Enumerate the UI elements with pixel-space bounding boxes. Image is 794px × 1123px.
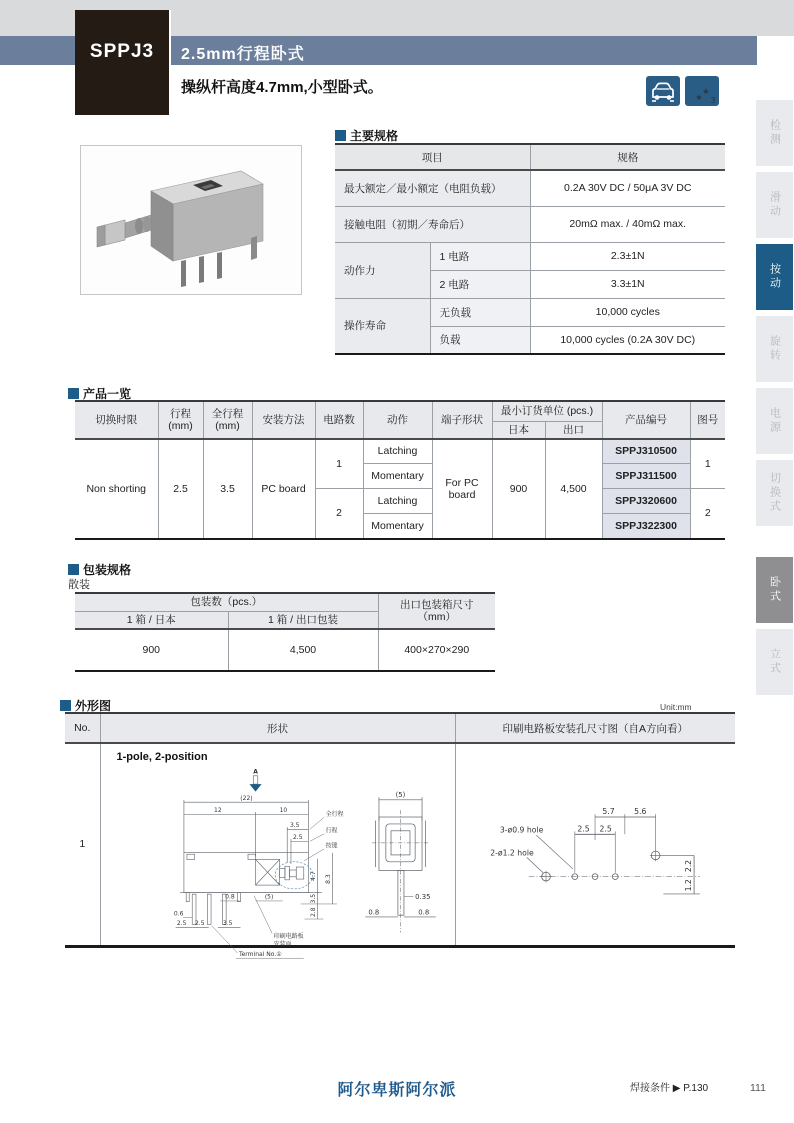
pack-qty-japan: 900	[75, 629, 228, 671]
feature-badges	[646, 76, 719, 106]
travel-label: 行程	[325, 827, 338, 835]
col-full-travel	[203, 401, 252, 439]
dim: (5)	[264, 893, 273, 901]
spec-contact-resistance-label: 接触电阻（初期／寿命后）	[335, 206, 530, 242]
pack-qty-header: 包装数（pcs.）	[75, 593, 378, 611]
end-view-drawing	[353, 786, 448, 954]
small-hole-label: 3-ø0.9 hole	[499, 825, 543, 835]
section-marker-icon	[68, 564, 79, 575]
dim: 3.5	[289, 822, 300, 830]
dim: 0.8	[224, 893, 235, 901]
pack-box-header	[378, 593, 495, 629]
full-travel-label: 全行程	[325, 810, 344, 818]
sidebar-tab-vertical[interactable]: 立式	[756, 629, 793, 695]
outline-table	[65, 712, 735, 958]
solder-condition-page: P.130	[683, 1083, 709, 1094]
spec-load-label: 负载	[430, 326, 530, 354]
dim: 2.5	[598, 824, 612, 834]
col-terminal: 端子形状	[432, 401, 492, 439]
product-photo	[80, 145, 302, 295]
hole-view-drawing	[471, 792, 721, 917]
outline-col-pcb: 印刷电路板安装孔尺寸图（自A方向看）	[455, 713, 735, 743]
dim: 0.6	[173, 910, 183, 918]
spec-operating-force-label: 动作力	[335, 242, 430, 298]
col-travel-line1: 行程	[170, 407, 191, 420]
side-view-drawing	[113, 766, 383, 962]
section-title-text: 包装规格	[83, 563, 132, 577]
dim: 2.5	[576, 824, 590, 834]
page-subtitle: 操纵杆高度4.7mm,小型卧式。	[181, 79, 383, 96]
dim: 2.5	[176, 920, 186, 928]
pack-box-size: 400×270×290	[378, 629, 495, 671]
dim: 3.5	[222, 920, 232, 928]
pack-japan-header: 1 箱 / 日本	[75, 611, 228, 629]
spec-rating-value: 0.2A 30V DC / 50μA 3V DC	[530, 170, 725, 206]
switch-photo-illustration	[81, 146, 301, 294]
cell-action: Latching	[363, 439, 432, 464]
page-title: 2.5mm行程卧式	[181, 46, 305, 63]
spec-2circuit-value: 3.3±1N	[530, 270, 725, 298]
sidebar-tab-detect[interactable]: 检测	[756, 100, 793, 166]
col-switching: 切换时限	[75, 401, 158, 439]
col-moq: 最小订货单位 (pcs.)	[492, 401, 602, 421]
pcb-surface-label: 印刷电路板	[273, 932, 304, 940]
dim: 2.5	[292, 834, 303, 842]
section-marker-icon	[68, 388, 79, 399]
dim: 12	[213, 806, 222, 814]
sidebar-tab-power[interactable]: 电源	[756, 388, 793, 454]
outline-col-no: No.	[65, 713, 100, 743]
svg-text:★: ★	[695, 93, 703, 102]
packaging-subtitle: 散装	[68, 579, 90, 591]
col-figure: 图号	[690, 401, 725, 439]
sidebar-tab-push[interactable]: 按动	[756, 244, 793, 310]
cell-part-number: SPPJ322300	[602, 514, 690, 539]
section-title-specs	[335, 127, 398, 144]
col-full-travel-line1: 全行程	[211, 407, 244, 420]
product-list-table	[75, 400, 725, 540]
large-hole-label: 2-ø1.2 hole	[489, 848, 534, 858]
dim: 3.5	[309, 893, 317, 904]
sidebar-tab-slide[interactable]: 滑动	[756, 172, 793, 238]
dim: 10	[279, 806, 287, 814]
col-part-no: 产品编号	[602, 401, 690, 439]
sidebar-tab-horizontal[interactable]: 卧式	[756, 557, 793, 623]
spec-noload-label: 无负载	[430, 298, 530, 326]
automotive-icon	[646, 76, 680, 106]
svg-text:★: ★	[702, 87, 710, 96]
solder-condition-link[interactable]	[630, 1079, 708, 1094]
spec-col-spec: 规格	[530, 144, 725, 170]
pack-qty-export: 4,500	[228, 629, 378, 671]
pcb-hole-drawing-cell	[455, 743, 735, 946]
spec-contact-resistance-value: 20mΩ max. / 40mΩ max.	[530, 206, 725, 242]
section-title-text: 主要规格	[350, 129, 399, 143]
brand-logo: 阿尔卑斯阿尔派	[337, 1082, 457, 1099]
dim: 1.2	[683, 879, 693, 892]
pack-box-header-line2: （mm）	[417, 611, 457, 623]
col-circuits: 电路数	[315, 401, 363, 439]
pack-export-header: 1 箱 / 出口包装	[228, 611, 378, 629]
section-title-text: 产品一览	[83, 387, 132, 401]
cell-figure-2: 2	[690, 489, 725, 539]
col-travel-line2: (mm)	[168, 419, 193, 432]
cell-action: Momentary	[363, 514, 432, 539]
direction-a-label: A	[252, 768, 258, 776]
arrow-right-icon: ▶	[672, 1083, 681, 1094]
unit-note: Unit:mm	[660, 702, 692, 712]
col-mounting: 安装方法	[252, 401, 315, 439]
cell-switching: Non shorting	[75, 439, 158, 539]
cell-travel: 2.5	[158, 439, 203, 539]
table-row	[65, 743, 735, 946]
spec-rating-label: 最大额定／最小额定（电阻负载）	[335, 170, 530, 206]
dim: 4.7	[309, 871, 317, 881]
outline-col-shape: 形状	[100, 713, 455, 743]
dim: 5.6	[633, 807, 646, 817]
cell-moq-japan: 900	[492, 439, 545, 539]
cell-figure-1: 1	[690, 439, 725, 489]
col-moq-japan: 日本	[492, 421, 545, 439]
dim: 2.5	[194, 920, 205, 928]
cell-action: Momentary	[363, 464, 432, 489]
terminal-label: Terminal No.①	[238, 950, 282, 958]
cell-mounting: PC board	[252, 439, 315, 539]
sidebar-tab-toggle[interactable]: 切换式	[756, 460, 793, 526]
cell-circuits-2: 2	[315, 489, 363, 539]
model-number: SPPJ3	[89, 41, 155, 62]
model-box	[75, 10, 171, 115]
pole-position-label: 1-pole, 2-position	[116, 751, 208, 763]
solder-condition-label: 焊接条件	[630, 1083, 670, 1094]
sidebar-tab-rotary[interactable]: 旋转	[756, 316, 793, 382]
section-title-text: 外形图	[75, 699, 112, 713]
cell-action: Latching	[363, 489, 432, 514]
spec-life-label: 操作寿命	[335, 298, 430, 354]
shape-drawing-cell	[100, 743, 455, 958]
cell-part-number: SPPJ310500	[602, 439, 690, 464]
section-marker-icon	[60, 700, 71, 711]
dim: 0.8	[367, 908, 379, 917]
dim: (5)	[395, 791, 405, 800]
col-action: 动作	[363, 401, 432, 439]
cell-part-number: SPPJ311500	[602, 464, 690, 489]
pack-box-header-line1: 出口包装箱尺寸	[400, 598, 474, 611]
spec-col-item: 项目	[335, 144, 530, 170]
col-full-travel-line2: (mm)	[215, 419, 240, 432]
page-number: 111	[750, 1082, 766, 1094]
dim: 0.35	[414, 892, 430, 901]
pcb-surface-label2: 安装面	[273, 941, 292, 949]
dim: 2.2	[683, 859, 693, 873]
spec-load-value: 10,000 cycles (0.2A 30V DC)	[530, 326, 725, 354]
table-row	[75, 629, 495, 671]
star-count: 3	[710, 96, 716, 105]
col-travel	[158, 401, 203, 439]
spec-2circuit-label: 2 电路	[430, 270, 530, 298]
dim: 2.8	[309, 907, 317, 918]
spec-noload-value: 10,000 cycles	[530, 298, 725, 326]
packaging-table	[75, 592, 495, 672]
cell-circuits-1: 1	[315, 439, 363, 489]
dim: 8.3	[324, 874, 332, 884]
table-row	[75, 439, 725, 464]
spec-1circuit-label: 1 电路	[430, 242, 530, 270]
dim: 5.7	[601, 807, 615, 817]
dim: 0.8	[417, 908, 429, 917]
col-moq-export: 出口	[545, 421, 602, 439]
cell-full-travel: 3.5	[203, 439, 252, 539]
outline-row-no: 1	[65, 743, 100, 946]
spec-1circuit-value: 2.3±1N	[530, 242, 725, 270]
main-spec-table	[335, 143, 725, 355]
cell-terminal: For PC board	[432, 439, 492, 539]
cell-moq-export: 4,500	[545, 439, 602, 539]
cell-part-number: SPPJ320600	[602, 489, 690, 514]
dim: (22)	[239, 794, 253, 802]
star-rating-icon	[685, 76, 719, 106]
button-label: 按键	[325, 842, 338, 850]
section-marker-icon	[335, 130, 346, 141]
